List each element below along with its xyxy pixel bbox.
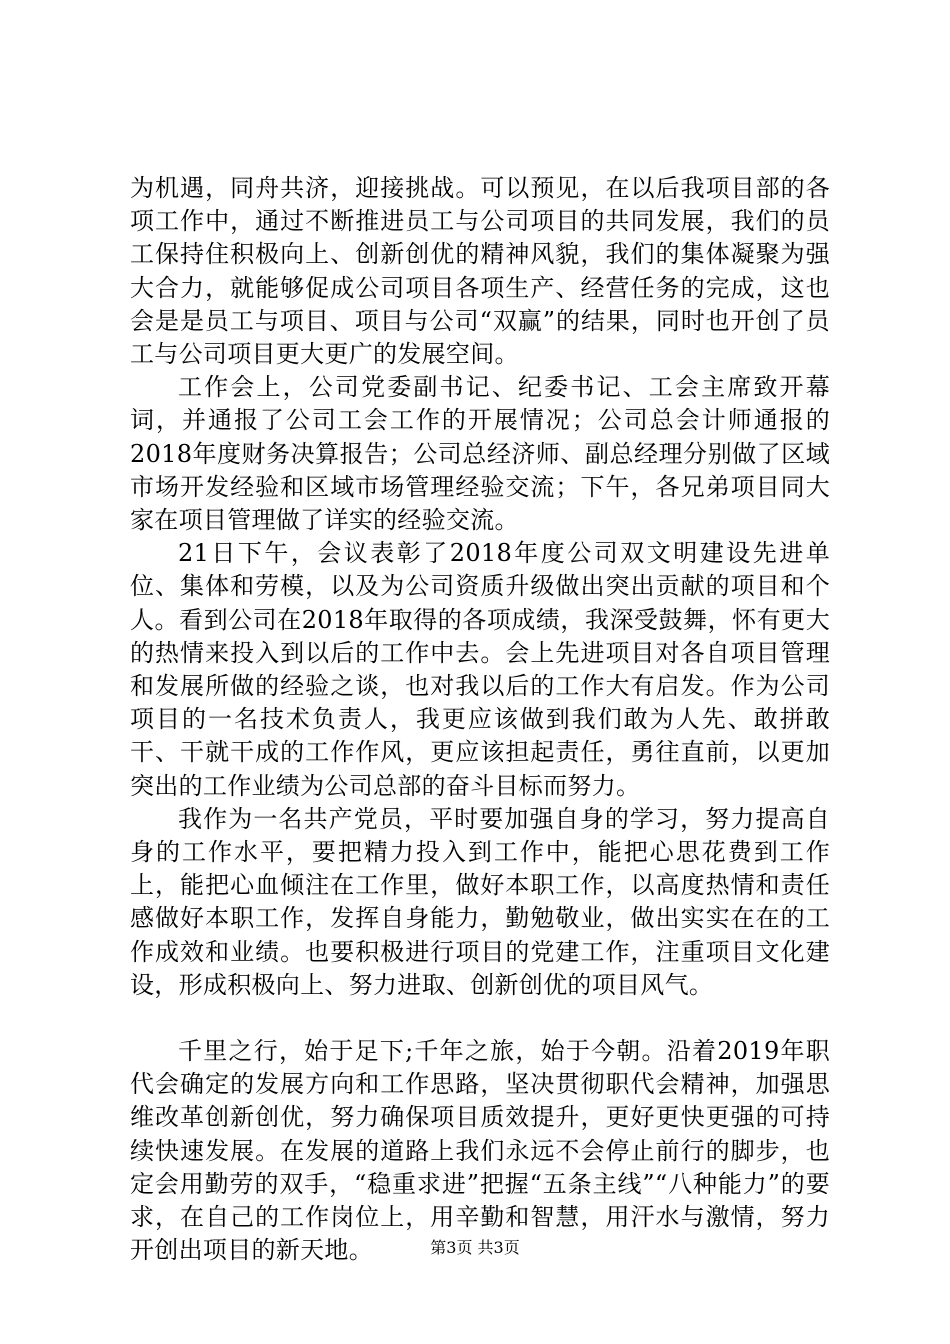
paragraph-5: 千里之行，始于足下;千年之旅，始于今朝。沿着2019年职代会确定的发展方向和工作思路，坚决贯彻职代会精神，加强思维改革创新创优，努力确保项目质效提升，更好更快更强的可持续快速发展。在发展的道路上我们永远不会停止前行的脚步，也定会用勤劳的双手，“稳重求进”把握“五条主线”“八种能力”的要求，在自己的工作岗位上，用辛勤和智慧，用汗水与激情，努力开创出项目的新天地。: [130, 1037, 830, 1265]
paragraph-4: 我作为一名共产党员，平时要加强自身的学习，努力提高自身的工作水平，要把精力投入到工作中，能把心思花费到工作上，能把心血倾注在工作里，做好本职工作，以高度热情和责任感做好本职工作，发挥自身能力，勤勉敬业，做出实实在在的工作成效和业绩。也要积极进行项目的党建工作，注重项目文化建设，形成积极向上、努力进取、创新创优的项目风气。: [130, 804, 830, 999]
paragraph-1: 为机遇，同舟共济，迎接挑战。可以预见，在以后我项目部的各项工作中，通过不断推进员工与公司项目的共同发展，我们的员工保持住积极向上、创新创优的精神风貌，我们的集体凝聚为强大合力，就能够促成公司项目各项生产、经营任务的完成，这也会是是员工与项目、项目与公司“双赢”的结果，同时也开创了员工与公司项目更大更广的发展空间。: [130, 174, 830, 369]
paragraph-3: 21日下午，会议表彰了2018年度公司双文明建设先进单位、集体和劳模，以及为公司资质升级做出突出贡献的项目和个人。看到公司在2018年取得的各项成绩，我深受鼓舞，怀有更大的热情来投入到以后的工作中去。会上先进项目对各自项目管理和发展所做的经验之谈，也对我以后的工作大有启发。作为公司项目的一名技术负责人，我更应该做到我们敢为人先、敢拼敢干、干就干成的工作作风，更应该担起责任，勇往直前，以更加突出的工作业绩为公司总部的奋斗目标而努力。: [130, 539, 830, 800]
paragraph-2: 工作会上，公司党委副书记、纪委书记、工会主席致开幕词，并通报了公司工会工作的开展情况；公司总会计师通报的2018年度财务决算报告；公司总经济师、副总经理分别做了区域市场开发经验和区域市场管理经验交流；下午，各兄弟项目同大家在项目管理做了详实的经验交流。: [130, 373, 830, 535]
page-number-footer: 第3页 共3页: [430, 1238, 520, 1257]
document-body: [130, 172, 830, 1268]
